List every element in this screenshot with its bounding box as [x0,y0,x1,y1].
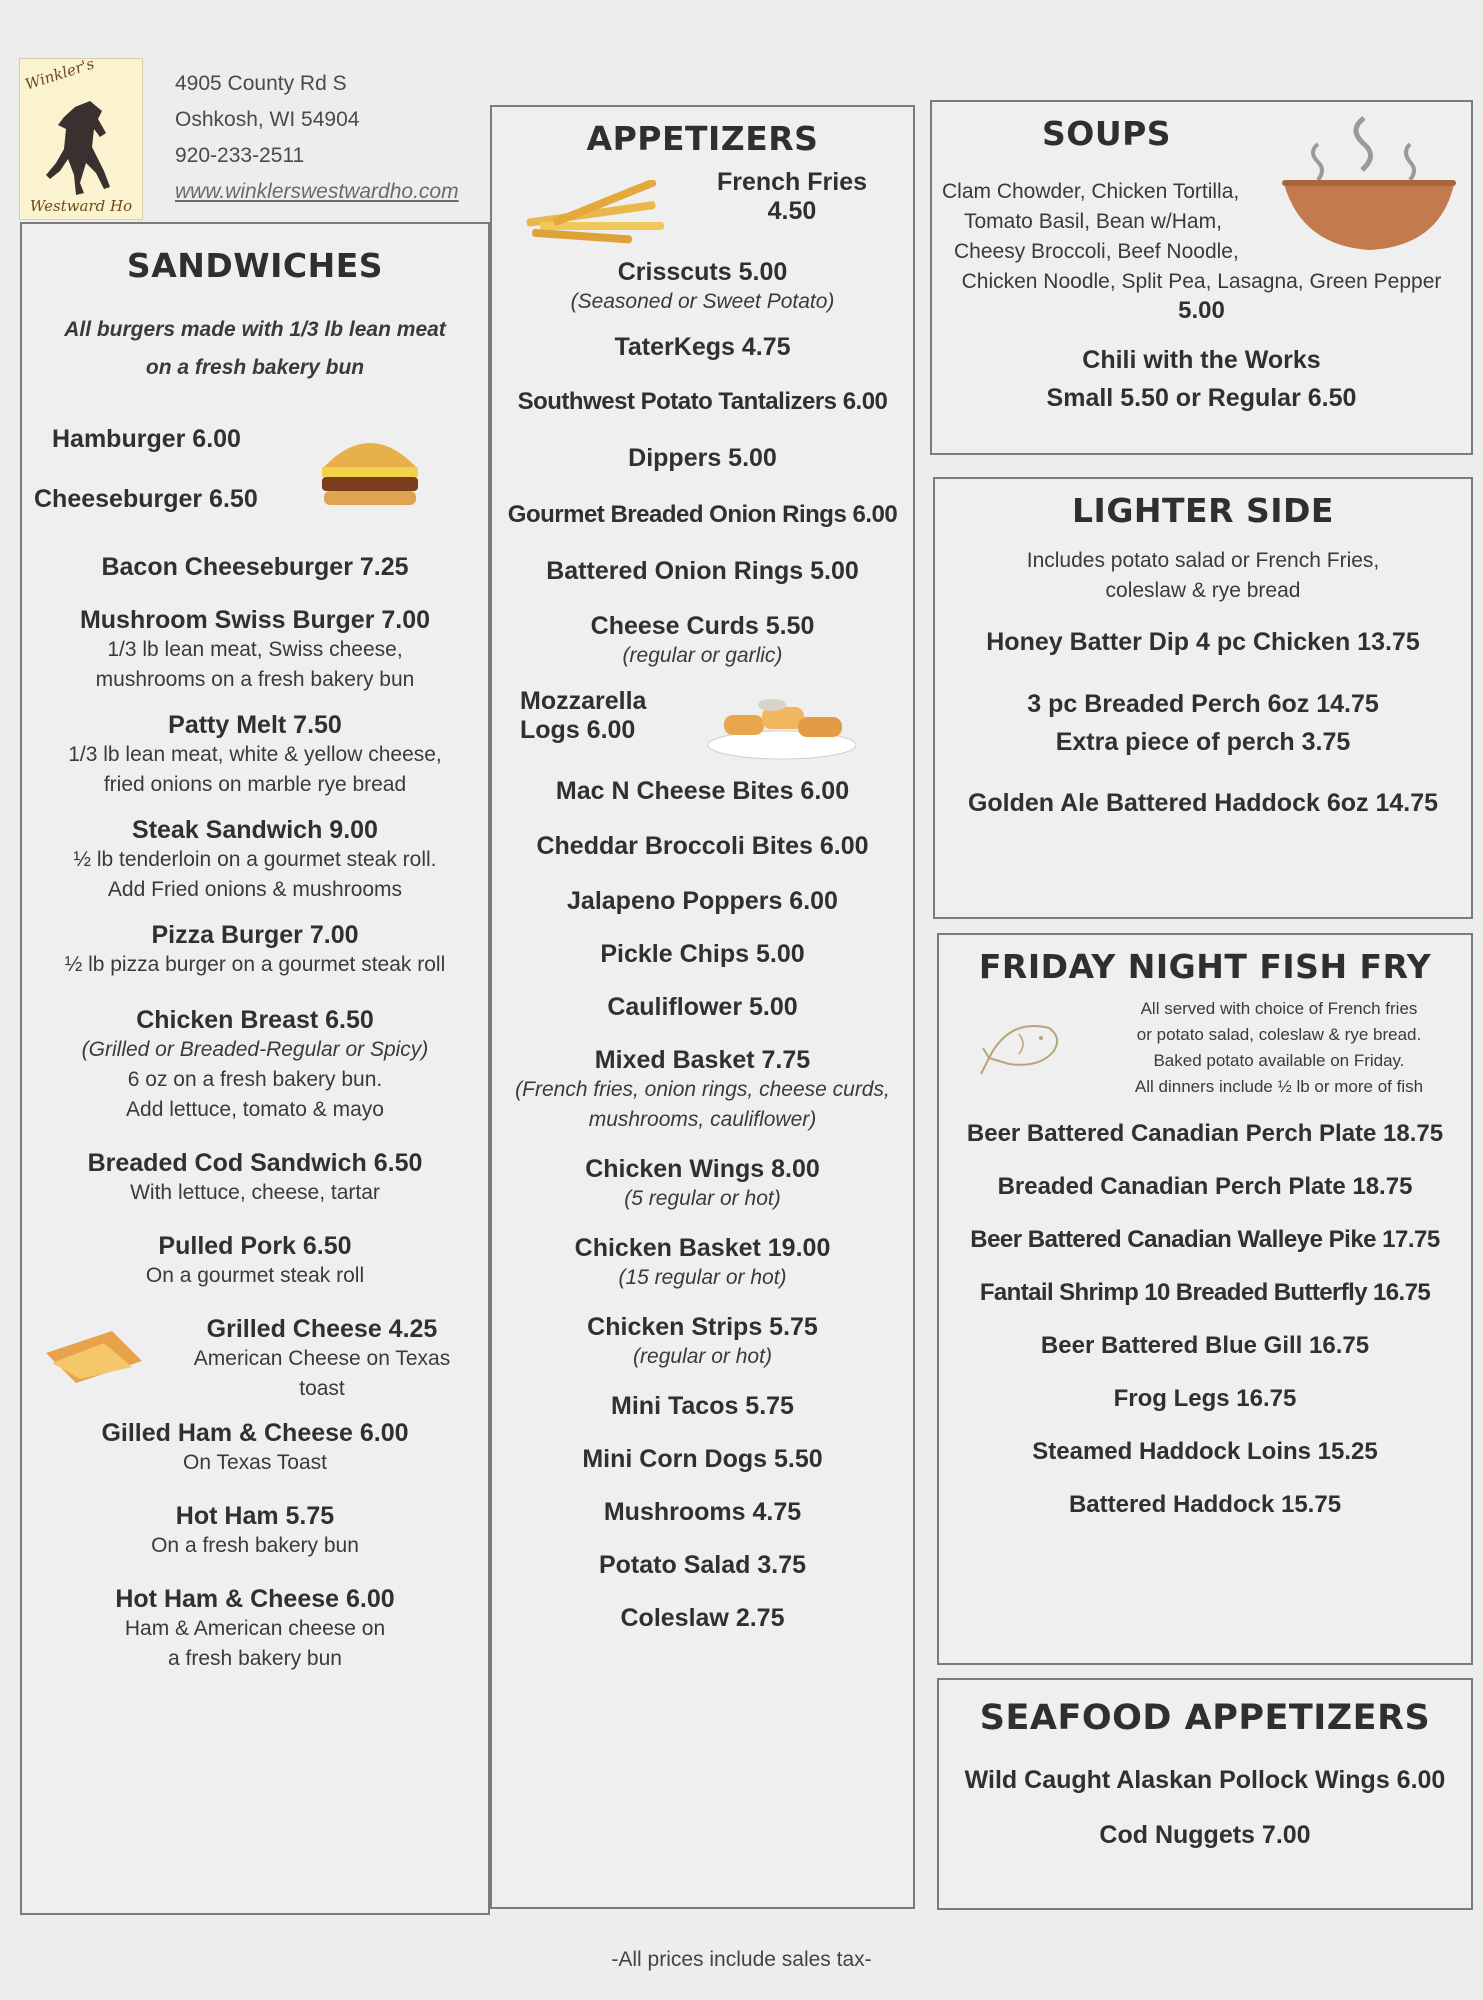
desc: (French fries, onion rings, cheese curds, [515,1078,890,1101]
lighter-side-panel [933,477,1473,919]
appetizers-title: APPETIZERS [586,119,819,158]
item-breaded-cod: Breaded Cod Sandwich 6.50 [87,1149,423,1177]
item-chicken-breast: Chicken Breast 6.50 [136,1006,374,1034]
soup-bowl-icon [1278,110,1458,260]
desc: (Seasoned or Sweet Potato) [570,290,835,313]
item-perch-plate-beer: Beer Battered Canadian Perch Plate 18.75 [966,1120,1444,1147]
item-battered-onion-rings: Battered Onion Rings 5.00 [546,557,859,585]
desc: (Grilled or Breaded-Regular or Spicy) [81,1038,429,1061]
item-frog-legs: Frog Legs 16.75 [1113,1385,1297,1412]
desc: Ham & American cheese on [124,1617,386,1640]
burger-note-line2: on a fresh bakery bun [145,356,365,379]
item-steamed-haddock: Steamed Haddock Loins 15.25 [1032,1438,1378,1465]
item-french-fries-price: 4.50 [767,197,817,225]
item-hot-ham: Hot Ham 5.75 [175,1502,335,1530]
item-pizza-burger: Pizza Burger 7.00 [151,921,359,949]
item-cheeseburger: Cheeseburger 6.50 [34,485,258,513]
item-gourmet-onion-rings: Gourmet Breaded Onion Rings 6.00 [507,501,898,528]
item-breaded-perch: 3 pc Breaded Perch 6oz 14.75 [1027,690,1379,718]
desc: On a fresh bakery bun [151,1534,359,1557]
item-hot-ham-cheese: Hot Ham & Cheese 6.00 [115,1585,395,1613]
seafood-appetizers-title: SEAFOOD APPETIZERS [979,1698,1431,1738]
desc: (5 regular or hot) [624,1187,781,1210]
soup-list-line: Tomato Basil, Bean w/Ham, [964,210,1222,233]
lighter-note: coleslaw & rye bread [1105,579,1301,602]
item-chicken-strips: Chicken Strips 5.75 [587,1313,818,1341]
desc: On Texas Toast [183,1451,327,1474]
desc: mushrooms on a fresh bakery bun [95,668,415,691]
soup-list-line: Chicken Noodle, Split Pea, Lasagna, Green Pepper [961,270,1442,293]
desc: 1/3 lb lean meat, Swiss cheese, [107,638,403,661]
item-cauliflower: Cauliflower 5.00 [607,993,798,1021]
item-crisscuts: Crisscuts 5.00 [617,258,788,286]
item-tantalizers: Southwest Potato Tantalizers 6.00 [517,388,888,415]
item-cod-nuggets: Cod Nuggets 7.00 [1099,1821,1311,1849]
burger-icon [318,427,422,511]
item-mini-corn-dogs: Mini Corn Dogs 5.50 [582,1445,823,1473]
soup-list-line: Clam Chowder, Chicken Tortilla, [942,180,1240,203]
lighter-side-title: LIGHTER SIDE [1072,491,1334,530]
item-perch-plate-breaded: Breaded Canadian Perch Plate 18.75 [997,1173,1413,1200]
item-mixed-basket: Mixed Basket 7.75 [594,1046,811,1074]
soup-price: 5.00 [1178,297,1225,324]
item-coleslaw: Coleslaw 2.75 [620,1604,785,1632]
item-pollock-wings: Wild Caught Alaskan Pollock Wings 6.00 [964,1766,1446,1794]
item-hamburger: Hamburger 6.00 [52,425,241,453]
item-grilled-cheese: Grilled Cheese 4.25 [206,1315,438,1343]
item-bacon-cheeseburger: Bacon Cheeseburger 7.25 [101,553,409,581]
item-chili-price: Small 5.50 or Regular 6.50 [1046,384,1357,412]
desc: 1/3 lb lean meat, white & yellow cheese, [68,743,442,766]
item-chicken-basket: Chicken Basket 19.00 [574,1234,831,1262]
desc: (15 regular or hot) [618,1266,787,1289]
item-walleye-pike: Beer Battered Canadian Walleye Pike 17.75 [970,1226,1440,1253]
item-mozzarella-logs-price: Logs 6.00 [520,716,636,744]
burger-note-line1: All burgers made with 1/3 lb lean meat [64,318,446,341]
fries-icon [520,180,670,250]
item-cheddar-broccoli-bites: Cheddar Broccoli Bites 6.00 [536,832,869,860]
logo [19,54,143,220]
lighter-note: Includes potato salad or French Fries, [1026,549,1380,572]
item-fantail-shrimp: Fantail Shrimp 10 Breaded Butterfly 16.75 [979,1279,1431,1306]
desc: Add Fried onions & mushrooms [107,878,403,901]
item-grilled-ham-cheese: Gilled Ham & Cheese 6.00 [101,1419,409,1447]
fish-fry-note: All dinners include ½ lb or more of fish [1134,1077,1424,1096]
item-battered-haddock: Battered Haddock 15.75 [1068,1491,1342,1518]
desc: On a gourmet steak roll [145,1264,365,1287]
desc: ½ lb tenderloin on a gourmet steak roll. [73,848,437,871]
item-chili: Chili with the Works [1082,346,1321,374]
item-extra-perch: Extra piece of perch 3.75 [1055,728,1351,756]
item-french-fries: French Fries [716,168,868,196]
desc: Add lettuce, tomato & mayo [126,1098,384,1121]
item-mac-n-cheese-bites: Mac N Cheese Bites 6.00 [555,777,850,805]
desc: a fresh bakery bun [168,1647,342,1670]
fish-fry-note: or potato salad, coleslaw & rye bread. [1136,1025,1422,1044]
phone: 920-233-2511 [175,144,305,167]
fish-fry-title: FRIDAY NIGHT FISH FRY [978,947,1432,986]
item-jalapeno-poppers: Jalapeno Poppers 6.00 [567,887,838,915]
item-pickle-chips: Pickle Chips 5.00 [600,940,805,968]
desc: (regular or garlic) [622,644,783,667]
item-dippers: Dippers 5.00 [628,444,777,472]
sandwiches-title: SANDWICHES [126,246,384,285]
desc: 6 oz on a fresh bakery bun. [127,1068,383,1091]
desc: ½ lb pizza burger on a gourmet steak roll [64,953,446,976]
item-potato-salad: Potato Salad 3.75 [598,1551,807,1579]
soups-title: SOUPS [1042,114,1172,153]
fish-fry-note: Baked potato available on Friday. [1153,1051,1405,1070]
item-golden-ale-haddock: Golden Ale Battered Haddock 6oz 14.75 [967,789,1439,817]
item-mushroom-swiss: Mushroom Swiss Burger 7.00 [79,606,431,634]
grilled-cheese-icon [42,1323,146,1387]
footer-tax-note: -All prices include sales tax- [611,1948,872,1971]
address-line2: Oshkosh, WI 54904 [175,108,360,131]
fish-fry-note: All served with choice of French fries [1140,999,1418,1018]
logo-brand-top: Winkler's [22,54,97,94]
desc: American Cheese on Texas [193,1347,451,1370]
desc: (regular or hot) [633,1345,772,1368]
address-block [175,66,459,210]
fish-fry-panel [937,933,1473,1665]
desc: fried onions on marble rye bread [103,773,407,796]
item-mushrooms: Mushrooms 4.75 [603,1498,802,1526]
address-line1: 4905 County Rd S [175,72,347,95]
item-steak-sandwich: Steak Sandwich 9.00 [132,816,378,844]
logo-brand-bottom: Westward Ho [29,197,133,215]
website-link[interactable]: www.winklerswestwardho.com [175,180,459,203]
item-pulled-pork: Pulled Pork 6.50 [158,1232,352,1260]
item-blue-gill: Beer Battered Blue Gill 16.75 [1040,1332,1370,1359]
soups-panel [930,100,1473,455]
item-taterkegs: TaterKegs 4.75 [614,333,791,361]
item-honey-batter-chicken: Honey Batter Dip 4 pc Chicken 13.75 [986,628,1420,656]
desc: With lettuce, cheese, tartar [130,1181,380,1204]
item-mozzarella-logs: Mozzarella [520,687,647,715]
item-patty-melt: Patty Melt 7.50 [168,711,342,739]
desc: mushrooms, cauliflower) [588,1108,817,1131]
fish-icon [979,1008,1069,1088]
appetizers-panel [490,105,915,1909]
sandwiches-panel [20,222,490,1915]
item-chicken-wings: Chicken Wings 8.00 [585,1155,820,1183]
soup-list-line: Cheesy Broccoli, Beef Noodle, [954,240,1239,263]
desc: toast [299,1377,345,1400]
seafood-appetizers-panel [937,1678,1473,1910]
mozzarella-plate-icon [702,687,862,767]
item-mini-tacos: Mini Tacos 5.75 [611,1392,794,1420]
item-cheese-curds: Cheese Curds 5.50 [590,612,815,640]
